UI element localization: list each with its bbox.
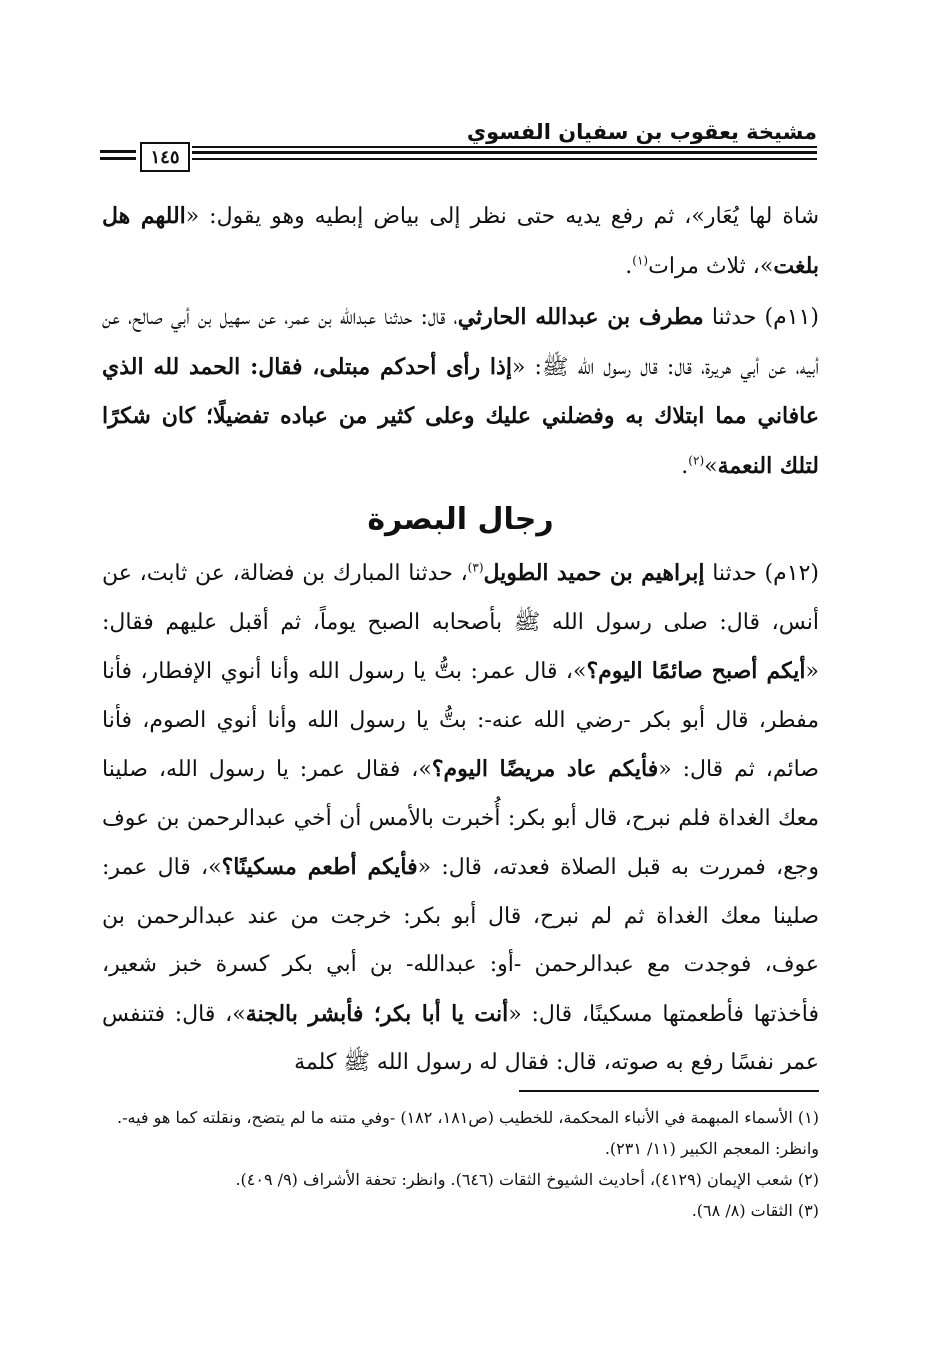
text-run: . <box>681 453 689 479</box>
main-text <box>102 192 819 1088</box>
page-number: ١٤٥ <box>140 142 190 172</box>
text-run: »، قال عمر: صلينا معك الغداة ثم لم نبرح، قال أبو بكر: خرجت من عند عبدالرحمن بن عوف، فوجدت مع عبدالرحمن -أو: عبدالله- بن أبي بكر كسرة خبز شعير، فأخذتها فأطعمتها مسكينًا، قال: « <box>102 855 819 1027</box>
text-run: »، قال: فتنفس عمر نفسًا رفع به صوته، قال: فقال له رسول الله ﷺ كلمة <box>102 1001 819 1075</box>
text-run: »، ثلاث مرات <box>648 253 774 279</box>
narrator-name: إبراهيم بن حميد الطويل <box>483 560 705 586</box>
text-run: (١١م) حدثنا <box>703 305 819 330</box>
footnotes <box>102 1102 819 1226</box>
paragraph <box>102 549 819 1088</box>
footnote: (١) الأسماء المبهمة في الأنباء المحكمة، للخطيب (ص١٨١، ١٨٢) -وفي متنه ما لم يتضح، ونقلته كما هو فيه-. وانظر: المعجم الكبير (١١/ ٢٣١). <box>117 1108 819 1158</box>
text-run: » <box>704 453 718 479</box>
text-run: ، قال: حدثنا عبدالله بن عمر، عن سهيل بن أبي صالح، عن أبيه، عن أبي هريرة، قال: قال رسول الله ﷺ: « <box>102 305 819 380</box>
footnote-ref[interactable]: (١) <box>632 253 649 268</box>
section-heading: رجال البصرة <box>367 502 554 537</box>
text-run: »، فقال عمر: يا رسول الله، صلينا معك الغداة فلم نبرح، قال أبو بكر: أُخبرت بالأمس أن أخي عبدالرحمن بن عوف وجع، فمررت به قبل الصلاة فعدته، قال: « <box>102 757 820 880</box>
quote-bold: فأيكم عاد مريضًا اليوم؟ <box>431 756 659 782</box>
footnote: (٣) الثقات (٨/ ٦٨). <box>691 1201 819 1220</box>
header-rule <box>100 150 136 153</box>
text-run: . <box>625 253 633 279</box>
header-rule <box>192 158 817 160</box>
footnote-ref[interactable]: (٣) <box>467 560 484 575</box>
header-rule <box>192 151 817 154</box>
footnote-divider <box>519 1090 819 1092</box>
header-rule <box>100 157 136 160</box>
book-title: مشيخة يعقوب بن سفيان الفسوي <box>466 120 817 144</box>
text-run: ، حدثنا المبارك بن فضالة، عن ثابت، عن أنس، قال: صلى رسول الله ﷺ بأصحابه الصبح يوماً، ثم أقبل عليهم فقال: « <box>102 561 819 684</box>
paragraph <box>102 293 819 491</box>
narrator-name: مطرف بن عبدالله الحارثي <box>457 304 704 330</box>
quote-bold: إذا رأى أحدكم مبتلى، فقال: الحمد لله الذي عافاني مما ابتلاك به وفضلني عليك وعلى كثير من عباده تفضيلًا؛ كان شكرًا لتلك النعمة <box>102 353 819 479</box>
text-run: (١٢م) حدثنا <box>704 561 819 586</box>
quote-bold: أيكم أصبح صائمًا اليوم؟ <box>586 658 806 684</box>
quote-bold: اللهم هل بلغت <box>102 203 819 279</box>
quote-bold: فأيكم أطعم مسكينًا؟ <box>221 854 418 880</box>
text-run: »، قال عمر: بتُّ يا رسول الله وأنا أنوي الإفطار، فأنا مفطر، قال أبو بكر -رضي الله عنه-: بتُّ يا رسول الله وأنا أنوي الصوم، فأنا صائم، ثم قال: « <box>102 659 819 782</box>
text-run: شاة لها يُعَار»، ثم رفع يديه حتى نظر إلى بياض إبطيه وهو يقول: « <box>185 204 819 229</box>
footnote-ref[interactable]: (٢) <box>688 453 705 468</box>
header-rule <box>192 146 817 148</box>
paragraph <box>102 192 819 291</box>
footnote: (٢) شعب الإيمان (٤١٢٩)، أحاديث الشيوخ الثقات (٦٤٦). وانظر: تحفة الأشراف (٩/ ٤٠٩). <box>235 1170 819 1189</box>
quote-bold: أنت يا أبا بكر؛ فأبشر بالجنة <box>245 1000 509 1027</box>
page-header <box>100 120 817 176</box>
